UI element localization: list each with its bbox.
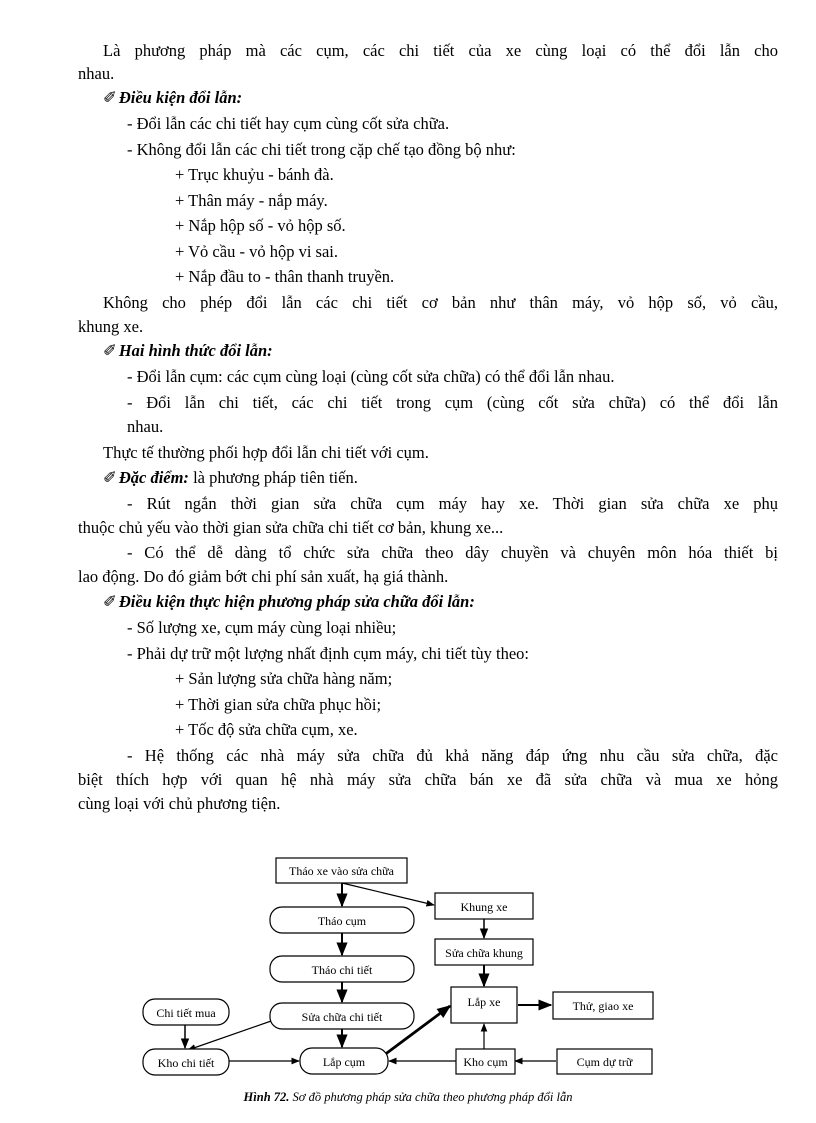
sub-list-item: + Vỏ cầu - vỏ hộp vi sai. [175, 242, 338, 261]
list-item: - Rút ngắn thời gian sửa chữa cụm máy hay xe. Thời gian sửa chữa xe phụ [127, 494, 778, 513]
list-item-cont: cùng loại với chủ phương tiện. [78, 794, 281, 813]
node-label: Sửa chữa chi tiết [301, 1010, 383, 1024]
node-cum-du-tru [557, 1049, 652, 1074]
node-label: Lắp cụm [322, 1055, 366, 1069]
node-label: Tháo xe vào sửa chữa [289, 864, 394, 878]
node-kho-chi-tiet [143, 1049, 229, 1075]
paragraph-line: Không cho phép đổi lẫn các chi tiết cơ bản như thân máy, vỏ hộp số, vỏ cầu, [103, 293, 778, 312]
node-chi-tiet-mua [143, 999, 229, 1025]
node-kho-cum [456, 1049, 515, 1074]
paragraph-intro-line1: Là phương pháp mà các cụm, các chi tiết của xe cùng loại có thể đổi lẫn cho [103, 41, 778, 60]
pen-icon: ✐ [103, 341, 117, 360]
list-item-cont: lao động. Do đó giảm bớt chi phí sản xuất, hạ giá thành. [78, 567, 449, 586]
sub-list-item: + Tốc độ sửa chữa cụm, xe. [175, 720, 358, 739]
list-item-cont: biệt thích hợp với quan hệ nhà máy sửa chữa bán xe đã sửa chữa và mua xe hỏng [78, 770, 778, 789]
node-label: Tháo chi tiết [311, 963, 373, 977]
node-sua-khung [435, 939, 533, 965]
list-item: - Đổi lẫn các chi tiết hay cụm cùng cốt sửa chữa. [127, 114, 450, 133]
figure-caption [0, 1090, 816, 1105]
caption-text: Sơ đồ phương pháp sửa chữa theo phương pháp đổi lẫn [289, 1090, 573, 1104]
heading-rest: là phương pháp tiên tiến. [188, 468, 358, 487]
pen-icon: ✐ [103, 592, 117, 611]
node-label: Khung xe [460, 900, 508, 914]
paragraph-line: Thực tế thường phối hợp đổi lẫn chi tiết với cụm. [103, 443, 429, 462]
sub-list-item: + Sản lượng sửa chữa hàng năm; [175, 669, 393, 688]
list-item: - Phải dự trữ một lượng nhất định cụm máy, chi tiết tùy theo: [127, 644, 530, 663]
node-thao-cum [270, 907, 414, 933]
node-label: Lắp xe [467, 995, 501, 1009]
node-thu-giao-xe [553, 992, 653, 1019]
list-item: - Số lượng xe, cụm máy cùng loại nhiều; [127, 618, 397, 637]
heading-text: Điều kiện thực hiện phương pháp sửa chữa đổi lẫn: [118, 592, 475, 611]
paragraph-intro-line2: nhau. [78, 64, 115, 83]
node-label: Kho cụm [463, 1055, 508, 1069]
node-start [276, 858, 407, 883]
node-lap-xe [451, 987, 517, 1023]
sub-list-item: + Nắp đầu to - thân thanh truyền. [175, 267, 395, 286]
sub-list-item: + Thân máy - nắp máy. [175, 191, 328, 210]
list-item: - Đổi lẫn cụm: các cụm cùng loại (cùng cốt sửa chữa) có thể đổi lẫn nhau. [127, 367, 615, 386]
heading-text: Đặc điểm: [118, 468, 189, 487]
list-item-cont: thuộc chủ yếu vào thời gian sửa chữa chi tiết cơ bản, khung xe... [78, 518, 504, 537]
sub-list-item: + Trục khuỷu - bánh đà. [175, 165, 334, 184]
node-sua-chi-tiet [270, 1003, 414, 1029]
node-khung-xe [435, 893, 533, 919]
list-item: - Hệ thống các nhà máy sửa chữa đủ khả năng đáp ứng nhu cầu sửa chữa, đặc [127, 746, 778, 765]
list-item: - Không đổi lẫn các chi tiết trong cặp chế tạo đồng bộ như: [127, 140, 516, 159]
node-label: Thử, giao xe [572, 999, 634, 1013]
node-label: Chi tiết mua [156, 1006, 216, 1020]
node-thao-chi-tiet [270, 956, 414, 982]
sub-list-item: + Thời gian sửa chữa phục hồi; [175, 695, 382, 714]
node-label: Cụm dự trữ [576, 1055, 633, 1069]
node-label: Sửa chữa khung [445, 946, 523, 960]
list-item-cont: nhau. [127, 417, 164, 436]
paragraph-line: khung xe. [78, 317, 144, 336]
heading-text: Điều kiện đổi lẫn: [118, 88, 243, 107]
node-lap-cum [300, 1048, 388, 1074]
node-label: Kho chi tiết [157, 1056, 215, 1070]
list-item: - Đổi lẫn chi tiết, các chi tiết trong cụm (cùng cốt sửa chữa) có thể đổi lẫn [127, 393, 778, 412]
node-label: Tháo cụm [317, 914, 367, 928]
arrow-start-to-khung-xe [342, 883, 434, 905]
pen-icon: ✐ [103, 468, 117, 487]
caption-label: Hình 72. [243, 1090, 290, 1104]
pen-icon: ✐ [103, 88, 117, 107]
list-item: - Có thể dễ dàng tổ chức sửa chữa theo dây chuyền và chuyên môn hóa thiết bị [127, 543, 778, 562]
sub-list-item: + Nắp hộp số - vỏ hộp số. [175, 216, 346, 235]
heading-text: Hai hình thức đổi lẫn: [118, 341, 273, 360]
